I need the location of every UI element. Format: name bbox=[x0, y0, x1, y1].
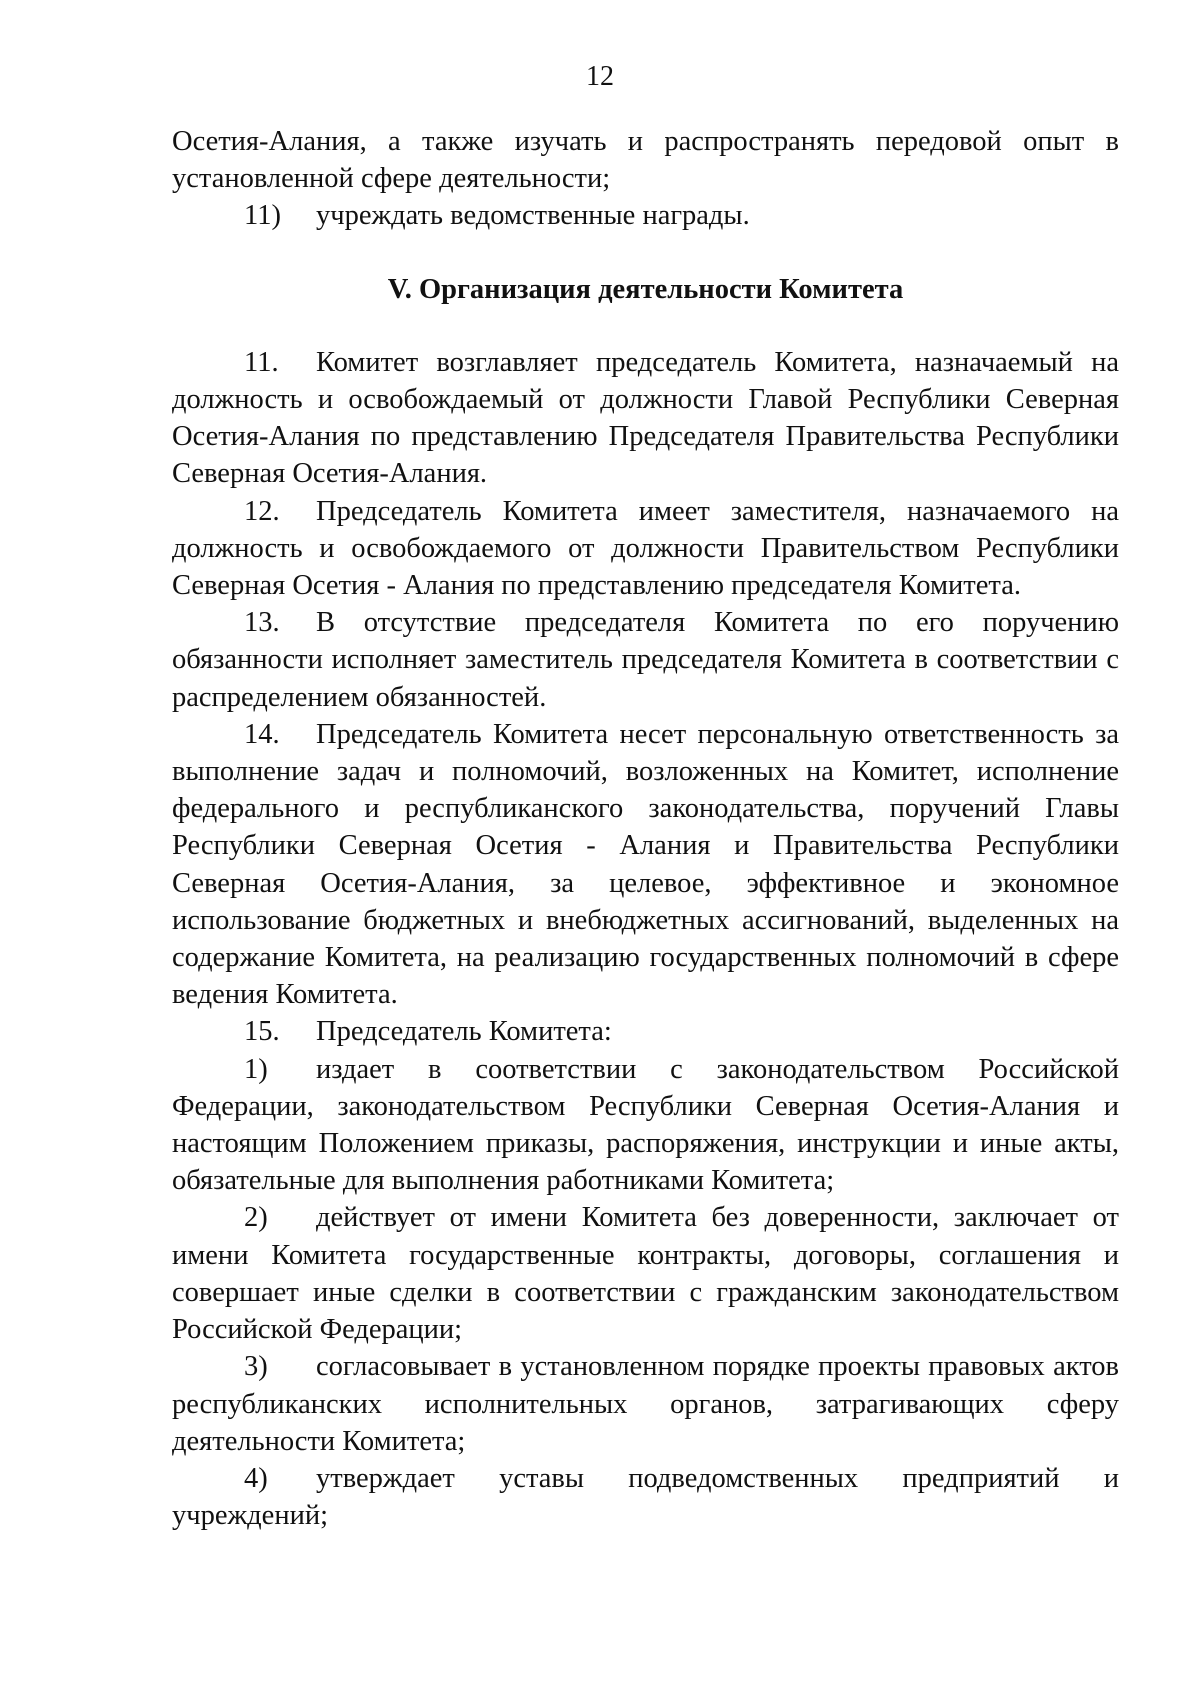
clause-12 bbox=[172, 493, 1119, 605]
clause-14 bbox=[172, 716, 1119, 1014]
list-item-number: 11) bbox=[244, 200, 281, 232]
subitem-2 bbox=[172, 1199, 1119, 1348]
paragraph-continuation: Осетия-Алания, а также изучать и распространять передовой опыт в установленной сфере деятельности; bbox=[172, 126, 1119, 195]
clause-text: Комитет возглавляет председатель Комитета, назначаемый на должность и освобождаемый от должности Главой Республики Северная Осетия-Алания по представлению Председателя Правительства Республики Северная Осетия-Алания. bbox=[172, 346, 1119, 490]
list-item-11 bbox=[172, 197, 1119, 234]
subitem-text: действует от имени Комитета без доверенности, заключает от имени Комитета государственные контракты, договоры, соглашения и совершает иные сделки в соответствии с гражданским законодательством Российской Федерации; bbox=[172, 1202, 1119, 1346]
clause-text: В отсутствие председателя Комитета по его поручению обязанности исполняет заместитель председателя Комитета в соответствии с распределением обязанностей. bbox=[172, 607, 1119, 713]
clause-number: 15. bbox=[244, 1016, 280, 1048]
subitem-text: издает в соответствии с законодательством Российской Федерации, законодательством Республики Северная Осетия-Алания и настоящим Положением приказы, распоряжения, инструкции и иные акты, обязательные для выполнения работниками Комитета; bbox=[172, 1053, 1119, 1197]
clause-text: Председатель Комитета имеет заместителя, назначаемого на должность и освобождаемого от должности Правительством Республики Северная Осетия - Алания по представлению председателя Комитета. bbox=[172, 495, 1119, 602]
subitem-number: 2) bbox=[244, 1202, 268, 1234]
document-body bbox=[172, 123, 1119, 1534]
clause-number: 12. bbox=[244, 495, 280, 527]
clause-13 bbox=[172, 604, 1119, 716]
subitem-number: 4) bbox=[244, 1462, 268, 1494]
subitem-text: утверждает уставы подведомственных предприятий и учреждений; bbox=[172, 1462, 1119, 1532]
section-heading: V. Организация деятельности Комитета bbox=[387, 273, 904, 305]
subitem-4 bbox=[172, 1460, 1119, 1534]
clause-text: Председатель Комитета несет персональную ответственность за выполнение задач и полномочий, возложенных на Комитет, исполнение федерального и республиканского законодательства, поручений Главы Республики Северная Осетия - Алания и Правительства Республики Северная Осетия-Алания, за целевое, эффективное и экономное использование бюджетных и внебюджетных ассигнований, выделенных на содержание Комитета, на реализацию государственных полномочий в сфере ведения Комитета. bbox=[172, 718, 1119, 1011]
clause-15 bbox=[172, 1013, 1119, 1050]
subitem-number: 3) bbox=[244, 1351, 268, 1383]
subitem-text: согласовывает в установленном порядке проекты правовых актов республиканских исполнительных органов, затрагивающих сферу деятельности Комитета; bbox=[172, 1351, 1119, 1457]
clause-number: 14. bbox=[244, 718, 280, 750]
clause-number: 11. bbox=[244, 346, 279, 378]
clause-11 bbox=[172, 344, 1119, 493]
clause-number: 13. bbox=[244, 607, 280, 639]
subitem-3 bbox=[172, 1348, 1119, 1460]
clause-text: Председатель Комитета: bbox=[316, 1016, 612, 1048]
list-item-text: учреждать ведомственные награды. bbox=[316, 200, 750, 232]
page-number: 12 bbox=[586, 61, 614, 92]
subitem-number: 1) bbox=[244, 1053, 268, 1085]
subitem-1 bbox=[172, 1051, 1119, 1200]
